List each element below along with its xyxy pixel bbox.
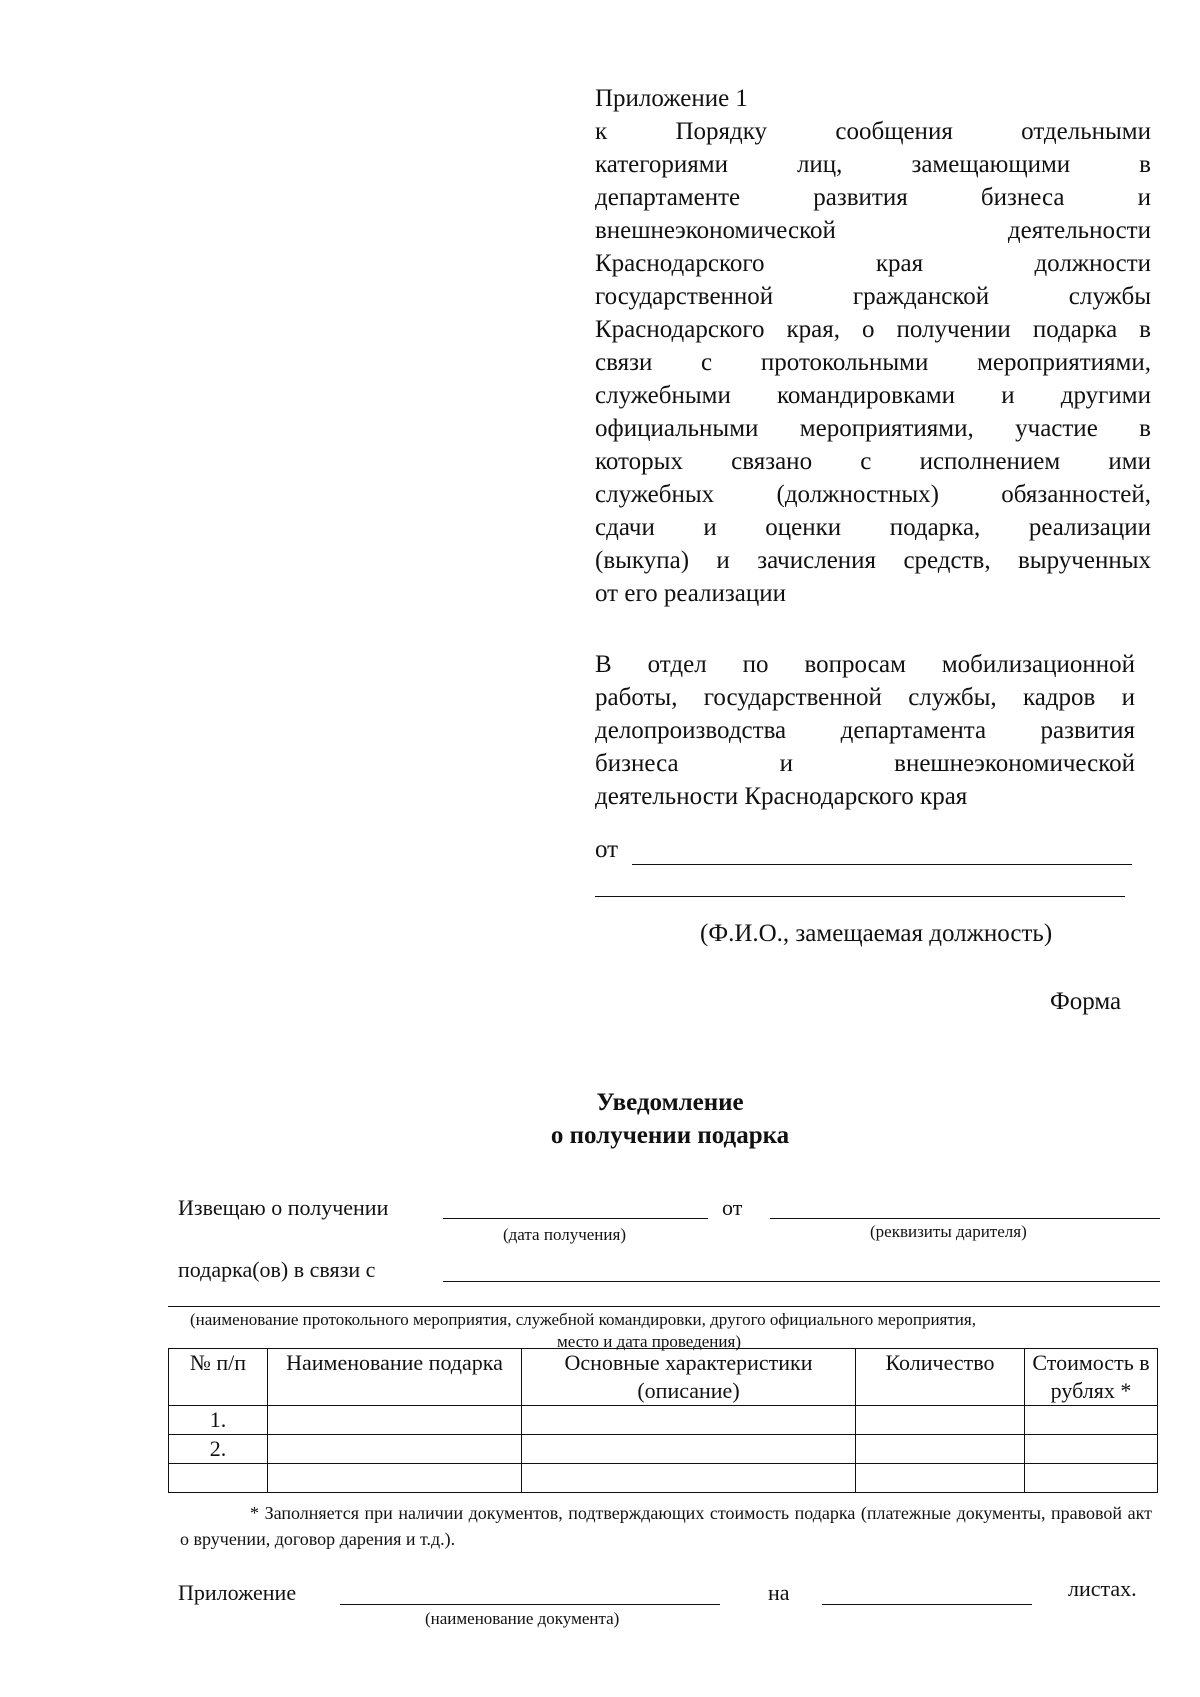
from-name-field-line[interactable] xyxy=(632,864,1132,865)
appendix-line: официальными мероприятиями, участие в xyxy=(595,415,1151,442)
gift-name-cell[interactable] xyxy=(268,1435,522,1464)
reason-label: подарка(ов) в связи с xyxy=(178,1257,376,1282)
gift-name-cell[interactable] xyxy=(268,1464,522,1493)
gift-quantity-cell[interactable] xyxy=(856,1406,1025,1435)
appendix-line: государственной гражданской службы xyxy=(595,283,1151,310)
fio-caption: (Ф.И.О., замещаемая должность) xyxy=(700,920,1053,947)
addressee-line: деятельности Краснодарского края xyxy=(595,783,968,810)
col-header-cost: Стоимость в рублях * xyxy=(1025,1349,1158,1406)
document-caption: (наименование документа) xyxy=(425,1609,620,1628)
gift-cost-cell[interactable] xyxy=(1025,1406,1158,1435)
addressee-line: делопроизводства департамента развития xyxy=(595,717,1135,744)
gift-description-cell[interactable] xyxy=(522,1406,856,1435)
attachment-sheets-field-line[interactable] xyxy=(822,1604,1032,1605)
attachment-label: Приложение xyxy=(178,1580,297,1605)
table-header-row xyxy=(169,1349,1158,1406)
appendix-line: которых связано с исполнением ими xyxy=(595,448,1151,475)
appendix-line: служебными командировками и другими xyxy=(595,382,1151,409)
appendix-line: служебных (должностных) обязанностей, xyxy=(595,481,1151,508)
donor-caption: (реквизиты дарителя) xyxy=(870,1222,1027,1241)
col-header-name: Наименование подарка xyxy=(268,1349,522,1406)
attachment-sheets-label: листах. xyxy=(1068,1576,1137,1601)
table-row xyxy=(169,1406,1158,1435)
event-caption: (наименование протокольного мероприятия, служебной командировки, другого официального мероприятия, xyxy=(190,1310,976,1329)
col-header-quantity: Количество xyxy=(856,1349,1025,1406)
notice-title: Уведомление xyxy=(596,1089,744,1116)
gift-quantity-cell[interactable] xyxy=(856,1435,1025,1464)
addressee-block xyxy=(595,648,1135,813)
gift-quantity-cell[interactable] xyxy=(856,1464,1025,1493)
gift-name-cell[interactable] xyxy=(268,1406,522,1435)
col-header-num: № п/п xyxy=(169,1349,268,1406)
table-row xyxy=(169,1435,1158,1464)
receipt-label: Извещаю о получении xyxy=(178,1195,389,1220)
appendix-title: Приложение 1 xyxy=(595,85,748,112)
date-caption: (дата получения) xyxy=(503,1225,626,1244)
from-label: от xyxy=(595,836,619,863)
col-header-description: Основные характеристики (описание) xyxy=(522,1349,856,1406)
appendix-header xyxy=(595,82,1151,610)
attachment-on-label: на xyxy=(768,1580,790,1605)
appendix-line: от его реализации xyxy=(595,580,787,607)
form-label: Форма xyxy=(1050,988,1122,1015)
gift-description-cell[interactable] xyxy=(522,1435,856,1464)
addressee-line: работы, государственной службы, кадров и xyxy=(595,684,1135,711)
reason-field-line[interactable] xyxy=(443,1281,1160,1282)
row-number: 1. xyxy=(169,1406,268,1435)
row-number xyxy=(169,1464,268,1493)
donor-from-label: от xyxy=(722,1195,743,1220)
donor-field-line[interactable] xyxy=(770,1218,1160,1219)
notice-subtitle: о получении подарка xyxy=(550,1122,790,1149)
appendix-line: категориями лиц, замещающими в xyxy=(595,151,1151,178)
appendix-line: к Порядку сообщения отдельными xyxy=(595,118,1151,145)
appendix-line: связи с протокольными мероприятиями, xyxy=(595,349,1151,376)
appendix-line: сдачи и оценки подарка, реализации xyxy=(595,514,1151,541)
appendix-line: Краснодарского края, о получении подарка в xyxy=(595,316,1151,343)
row-number: 2. xyxy=(169,1435,268,1464)
attachment-document-field-line[interactable] xyxy=(340,1604,720,1605)
gifts-table xyxy=(168,1348,1158,1493)
appendix-line: (выкупа) и зачисления средств, вырученных xyxy=(595,547,1151,574)
receipt-date-field-line[interactable] xyxy=(443,1218,708,1219)
table-row xyxy=(169,1464,1158,1493)
gift-cost-cell[interactable] xyxy=(1025,1464,1158,1493)
addressee-line: бизнеса и внешнеэкономической xyxy=(595,750,1135,777)
position-field-line[interactable] xyxy=(595,896,1125,897)
appendix-line: внешнеэкономической деятельности xyxy=(595,217,1151,244)
appendix-line: департаменте развития бизнеса и xyxy=(595,184,1151,211)
gift-cost-cell[interactable] xyxy=(1025,1435,1158,1464)
footnote: * Заполняется при наличии документов, подтверждающих стоимость подарка (платежные документы, правовой акт о вручении, договор дарения и т.д.). xyxy=(180,1503,1152,1549)
gift-description-cell[interactable] xyxy=(522,1464,856,1493)
appendix-line: Краснодарского края должности xyxy=(595,250,1151,277)
event-field-line[interactable] xyxy=(168,1306,1160,1307)
addressee-line: В отдел по вопросам мобилизационной xyxy=(595,651,1135,678)
event-caption-2: место и дата проведения) xyxy=(557,1332,741,1351)
